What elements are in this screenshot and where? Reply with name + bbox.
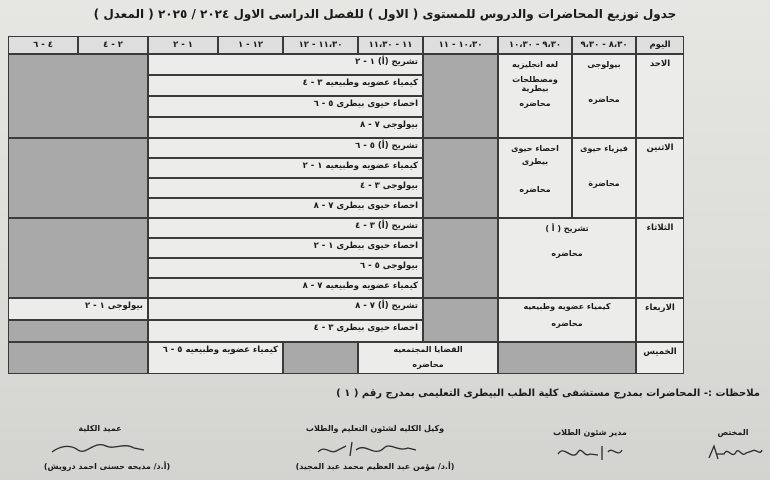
- dean-signature: [48, 436, 148, 458]
- dean-name: (أ.د/ مديحه حسنى احمد درويش): [43, 462, 171, 471]
- vice-dean-signature: [312, 438, 422, 460]
- thursday-morning-empty: [498, 342, 636, 374]
- tuesday-lecture-course: تشريح ( أ ): [545, 224, 589, 233]
- monday-section-1: تشريح (أ) ٥ - ٦: [148, 138, 423, 158]
- monday-lecture-2-course-line2: بيطرى: [521, 157, 549, 166]
- thursday-lecture: [358, 342, 498, 374]
- header-slot-6: ١٢ - ١: [218, 36, 283, 54]
- header-slot-5: ١١،٣٠ - ١٢: [283, 36, 358, 54]
- day-tuesday: الثلاثاء: [636, 218, 684, 298]
- monday-lecture-2: [498, 138, 572, 218]
- tuesday-section-1: تشريح (أ) ٣ - ٤: [148, 218, 423, 238]
- thursday-section: كيمياء عضويه وطبيعيه ٥ - ٦: [148, 342, 283, 374]
- day-thursday: الخميس: [636, 342, 684, 374]
- day-monday: الاثنين: [636, 138, 684, 218]
- dean-title: عميد الكلية: [78, 424, 122, 433]
- preparer-signature: [706, 442, 764, 464]
- wednesday-section-2: احصاء حيوى بيطرى ٣ - ٤: [148, 320, 423, 342]
- sunday-section-4: بيولوجى ٧ - ٨: [148, 117, 423, 138]
- day-wednesday: الاربعاء: [636, 298, 684, 342]
- wednesday-lecture: [498, 298, 636, 342]
- monday-lecture-2-course: احصاء حيوى: [511, 144, 559, 153]
- header-slot-2: ٩،٣٠ - ١٠،٣٠: [498, 36, 572, 54]
- wednesday-late-section: بيولوجى ١ - ٢: [8, 298, 148, 320]
- student-affairs-title: مدير شئون الطلاب: [553, 428, 627, 437]
- tuesday-break: [423, 218, 498, 298]
- monday-section-3: بيولوجى ٣ - ٤: [148, 178, 423, 198]
- sunday-section-1: تشريح (أ) ١ - ٢: [148, 54, 423, 75]
- monday-lecture-1-course: فيزياء حيوى: [580, 144, 628, 153]
- notes: ملاحظات :- المحاضرات بمدرج مستشفى كلية الطب البيطرى التعليمى بمدرج رقم ( ١ ): [336, 388, 760, 399]
- page-title: جدول توزيع المحاضرات والدروس للمستوى ( الاول ) للفصل الدراسى الاول ٢٠٢٤ / ٢٠٢٥ ( المعدل ): [93, 7, 677, 21]
- preparer-title: المختص: [717, 428, 749, 437]
- sunday-lecture-1: [572, 54, 636, 138]
- monday-lecture-1: [572, 138, 636, 218]
- sunday-lecture-2-course: لغه انجليزيه: [511, 60, 559, 69]
- thursday-empty: [8, 342, 148, 374]
- wednesday-empty: [8, 320, 148, 342]
- tuesday-section-2: احصاء حيوى بيطرى ١ - ٢: [148, 238, 423, 258]
- tuesday-section-3: بيولوجى ٥ - ٦: [148, 258, 423, 278]
- tuesday-empty: [8, 218, 148, 298]
- sunday-lecture-2-type: محاضره: [519, 99, 551, 108]
- header-slot-8: ٢ - ٤: [78, 36, 148, 54]
- wednesday-lecture-course: كيمياء عضويه وطبيعيه: [523, 302, 611, 311]
- vice-dean-name: (أ.د/ مؤمن عبد العظيم محمد عبد المجيد): [295, 462, 455, 471]
- sunday-break: [423, 54, 498, 138]
- wednesday-section-1: تشريح (أ) ٧ - ٨: [148, 298, 423, 320]
- monday-section-2: كيمياء عضويه وطبيعيه ١ - ٢: [148, 158, 423, 178]
- sunday-empty: [8, 54, 148, 138]
- sunday-lecture-1-course: بيولوجى: [587, 60, 621, 69]
- schedule-table: [8, 36, 684, 374]
- header-slot-7: ١ - ٢: [148, 36, 218, 54]
- header-slot-3: ١٠،٣٠ - ١١: [423, 36, 498, 54]
- monday-lecture-1-type: محاضرة: [588, 179, 620, 188]
- thursday-lecture-type: محاضره: [412, 360, 444, 369]
- day-sunday: الاحد: [636, 54, 684, 138]
- sunday-section-2: كيمياء عضويه وطبيعيه ٣ - ٤: [148, 75, 423, 96]
- wednesday-break: [423, 298, 498, 342]
- wednesday-lecture-type: محاضره: [551, 319, 583, 328]
- header-slot-1: ٨،٣٠ - ٩،٣٠: [572, 36, 636, 54]
- vice-dean-title: وكيل الكليه لشئون التعليم والطلاب: [305, 424, 445, 433]
- sunday-section-3: احصاء حيوى بيطرى ٥ - ٦: [148, 96, 423, 117]
- student-affairs-signature: [554, 442, 624, 464]
- sunday-lecture-2: [498, 54, 572, 138]
- thursday-break: [283, 342, 358, 374]
- monday-empty: [8, 138, 148, 218]
- monday-lecture-2-type: محاضره: [519, 185, 551, 194]
- header-day: اليوم: [636, 36, 684, 54]
- tuesday-section-4: كيمياء عضويه وطبيعيه ٧ - ٨: [148, 278, 423, 298]
- tuesday-lecture-type: محاضره: [551, 249, 583, 258]
- header-slot-9: ٤ - ٦: [8, 36, 78, 54]
- sunday-lecture-1-type: محاضره: [588, 95, 620, 104]
- sunday-lecture-2-course-line2: ومصطلحات بيطرية: [512, 75, 558, 93]
- thursday-lecture-course: القضايا المجتمعيه: [393, 345, 463, 354]
- monday-section-4: احصاء حيوى بيطرى ٧ - ٨: [148, 198, 423, 218]
- header-slot-4: ١١ - ١١،٣٠: [358, 36, 423, 54]
- tuesday-lecture: [498, 218, 636, 298]
- monday-break: [423, 138, 498, 218]
